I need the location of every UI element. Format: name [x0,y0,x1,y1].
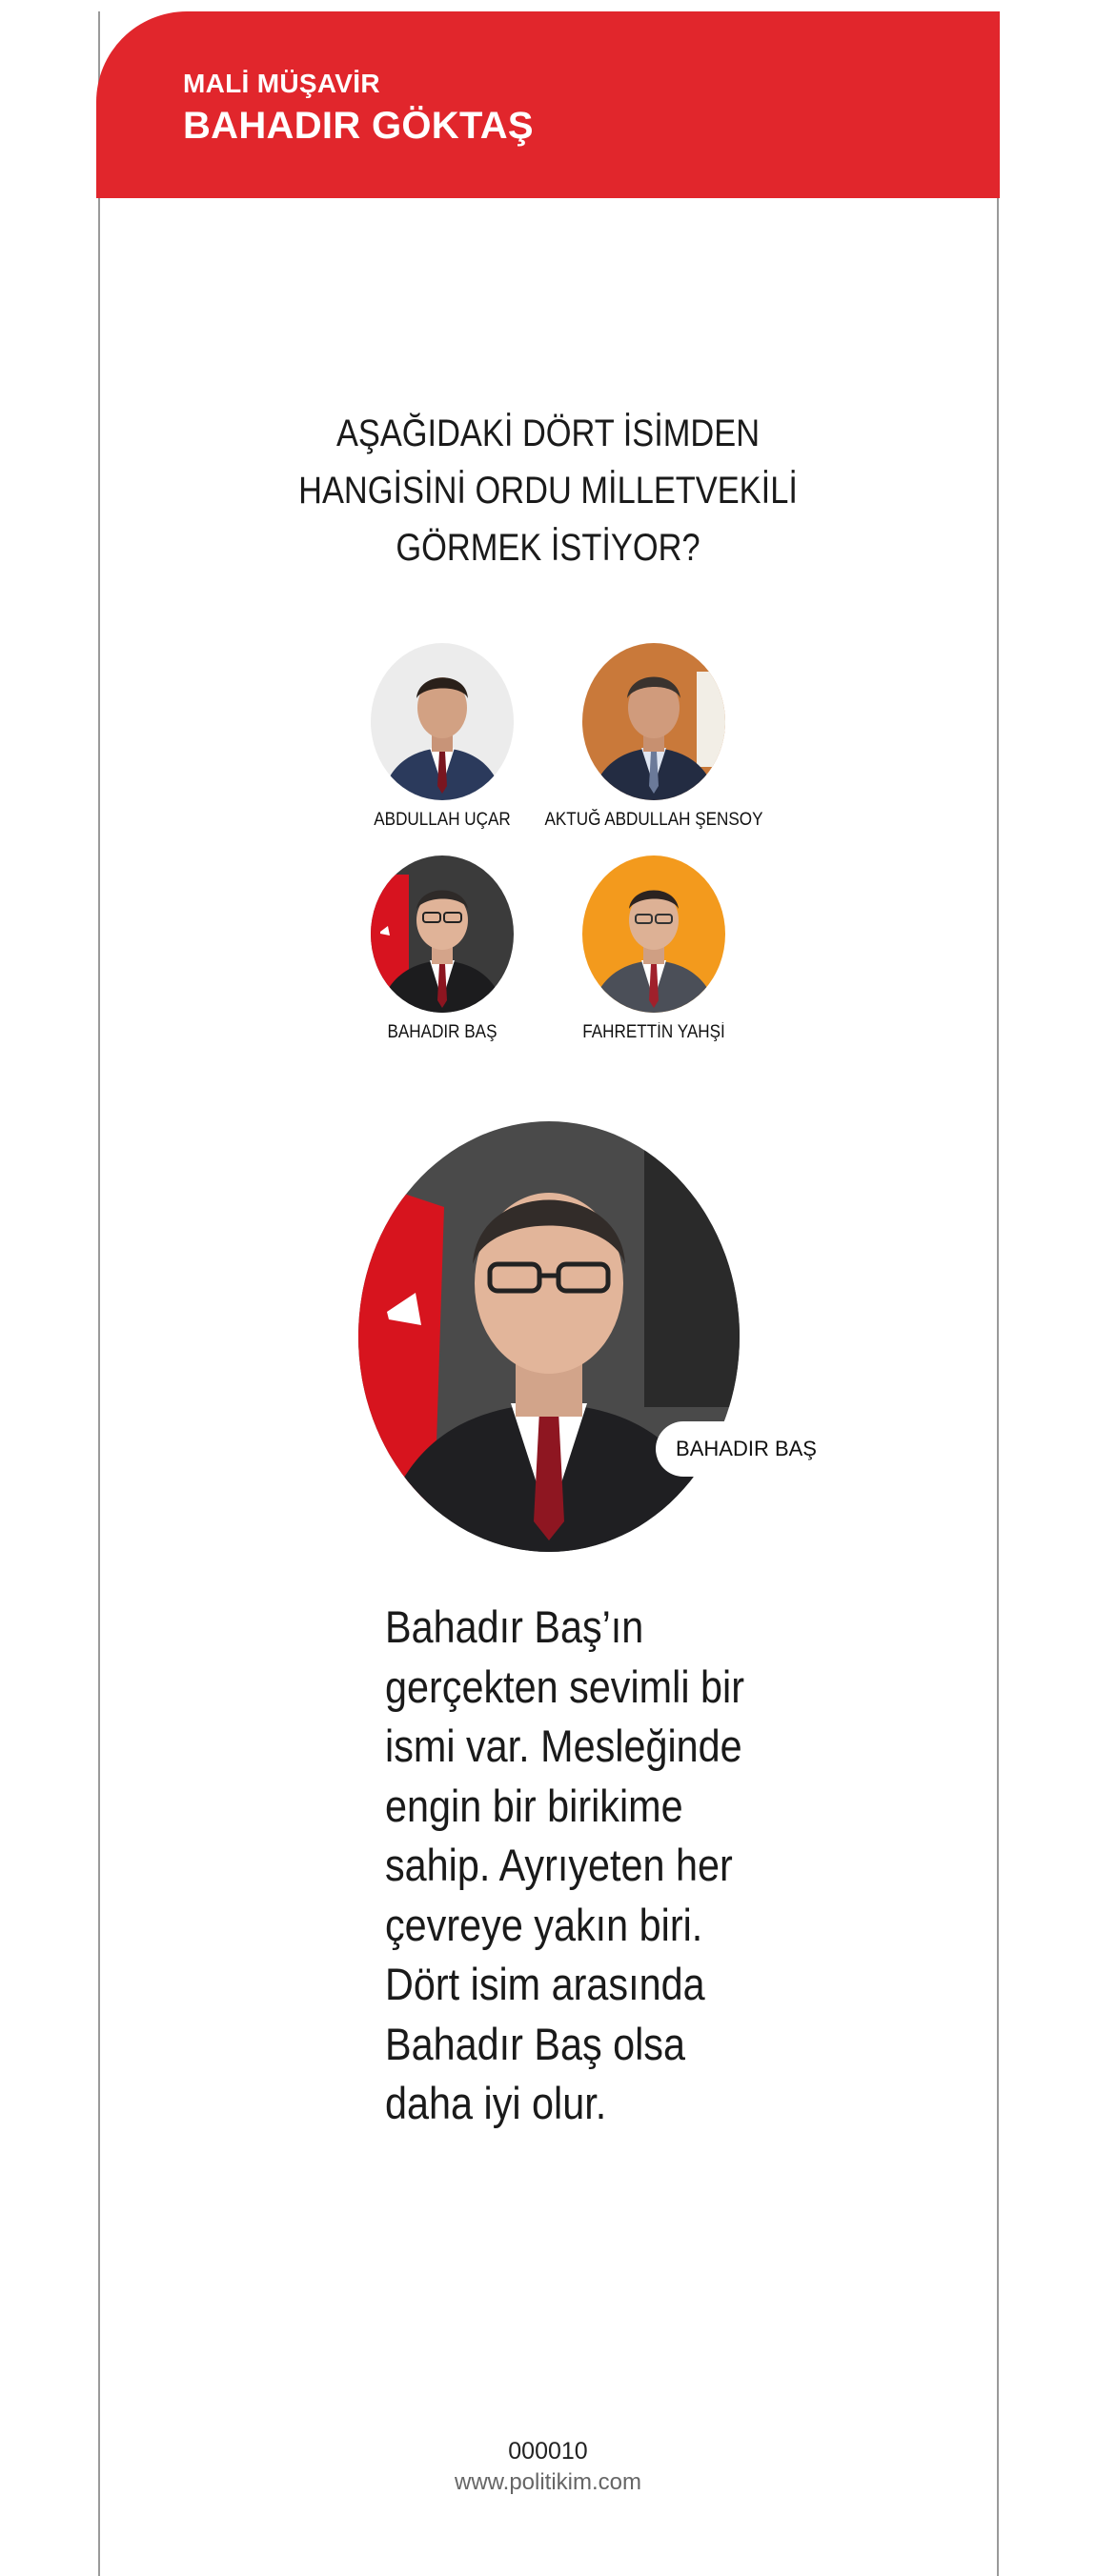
candidate-card [530,855,778,1043]
header-subtitle: MALİ MÜŞAVİR [183,69,380,98]
body-line: Dört isim arasında [385,1959,705,2009]
body-line: engin bir birikime [385,1780,683,1831]
body-line: ismi var. Mesleğinde [385,1721,742,1771]
body-line: çevreye yakın biri. [385,1899,703,1950]
candidate-photo [371,643,514,800]
candidate-photo [582,855,725,1013]
candidate-photo [371,855,514,1013]
question-line: GÖRMEK İSTİYOR? [396,527,700,569]
candidate-photo [582,643,725,800]
footer-url: www.politikim.com [454,2469,642,2495]
question-title [282,405,815,576]
question-line: AŞAĞIDAKİ DÖRT İSİMDEN [335,413,761,454]
candidate-name: BAHADIR BAŞ [387,1022,497,1042]
featured-photo [358,1121,740,1552]
candidate-name: AKTUĞ ABDULLAH ŞENSOY [544,810,763,830]
body-paragraph [385,1598,785,2134]
candidate-card [318,643,566,831]
header-banner [96,11,1000,198]
header-name: BAHADIR GÖKTAŞ [183,105,534,147]
footer-code: 000010 [508,2438,588,2465]
body-line: Bahadır Baş olsa [385,2018,685,2069]
body-line: Bahadır Baş’ın [385,1601,644,1652]
body-line: gerçekten sevimli bir [385,1660,744,1712]
body-line: daha iyi olur. [385,2078,607,2128]
question-line: HANGİSİNİ ORDU MİLLETVEKİLİ [298,470,798,512]
candidate-card [318,855,566,1043]
featured-name-badge: BAHADIR BAŞ [656,1421,837,1477]
candidate-name: ABDULLAH UÇAR [374,810,511,830]
body-line: sahip. Ayrıyeten her [385,1840,733,1890]
candidate-name: FAHRETTİN YAHŞİ [582,1022,725,1042]
candidate-card [530,643,778,831]
